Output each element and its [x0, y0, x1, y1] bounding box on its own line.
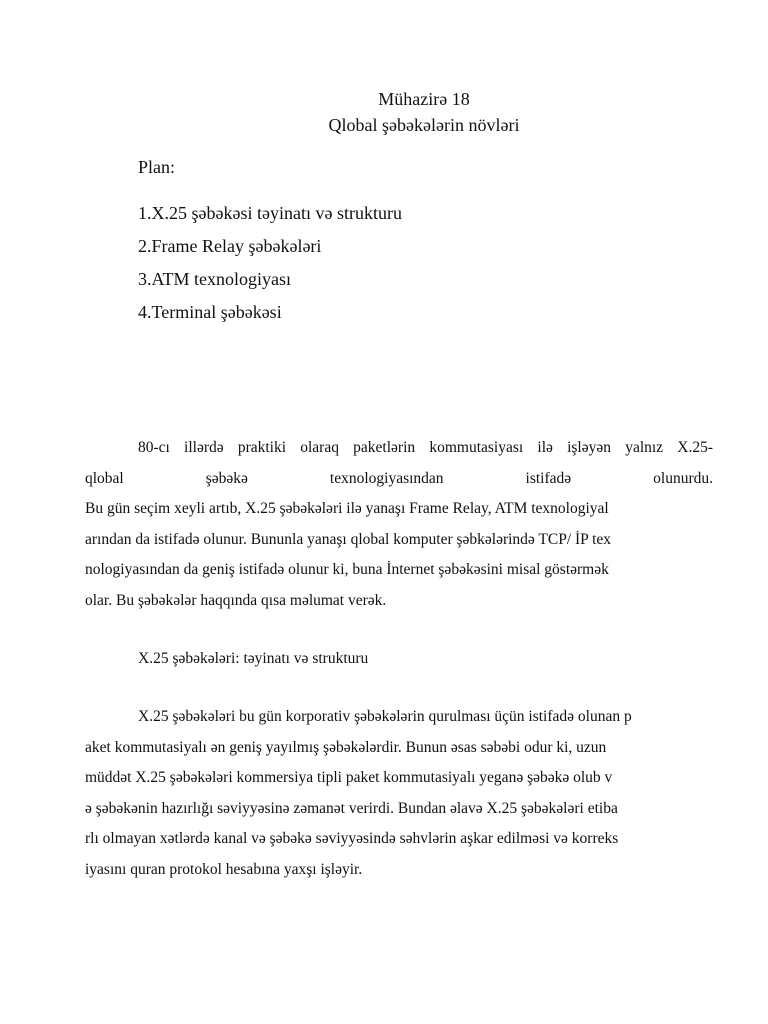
- title-block: [0, 86, 768, 138]
- lecture-title: Qlobal şəbəkələrin növləri: [328, 115, 520, 135]
- plan-item: 4.Terminal şəbəkəsi: [138, 302, 282, 322]
- paragraph-line: iyasını quran protokol hesabına yaxşı işləyir.: [85, 860, 363, 878]
- plan-item: 2.Frame Relay şəbəkələri: [138, 236, 322, 256]
- paragraph-line: X.25 şəbəkələri bu gün korporativ şəbəkələrin qurulması üçün istifadə olunan p: [138, 708, 632, 725]
- paragraph-line: nologiyasından da geniş istifadə olunur ki, buna İnternet şəbəkəsini misal göstərmək: [85, 561, 609, 578]
- paragraph-line: ə şəbəkənin hazırlığı səviyyəsinə zəmanət verirdi. Bundan əlavə X.25 şəbəkələri etiba: [85, 799, 618, 817]
- paragraph-line: aket kommutasiyalı ən geniş yayılmış şəbəkələrdir. Bunun əsas səbəbi odur ki, uzun: [85, 738, 607, 756]
- lecture-number: Mühazirə 18: [378, 89, 470, 109]
- section-heading: X.25 şəbəkələri: təyinatı və strukturu: [138, 650, 369, 667]
- paragraph-line: qlobal şəbəkə texnologiyasından istifadə olunurdu.: [85, 469, 713, 487]
- plan-heading: Plan:: [138, 157, 176, 177]
- paragraph-line: arından da istifadə olunur. Bununla yanaşı qlobal komputer şəbkələrində TCP/ İP tex: [85, 530, 612, 548]
- plan-list: [138, 197, 402, 329]
- intro-paragraph: [85, 433, 713, 616]
- paragraph-line: rlı olmayan xətlərdə kanal və şəbəkə səviyyəsində səhvlərin aşkar edilməsi və korreks: [85, 830, 619, 847]
- plan-item: 1.X.25 şəbəkəsi təyinatı və strukturu: [138, 203, 402, 223]
- section-paragraph: [85, 702, 713, 885]
- paragraph-line: olar. Bu şəbəkələr haqqında qısa məlumat verək.: [85, 591, 387, 609]
- plan-item: 3.ATM texnologiyası: [138, 269, 291, 289]
- paragraph-line: Bu gün seçim xeyli artıb, X.25 şəbəkələri ilə yanaşı Frame Relay, ATM texnologiyal: [85, 500, 609, 517]
- paragraph-line: 80-cı illərdə praktiki olaraq paketlərin kommutasiyası ilə işləyən yalnız X.25-: [138, 439, 713, 456]
- paragraph-line: müddət X.25 şəbəkələri kommersiya tipli paket kommutasiyalı yeganə şəbəkə olub v: [85, 769, 613, 786]
